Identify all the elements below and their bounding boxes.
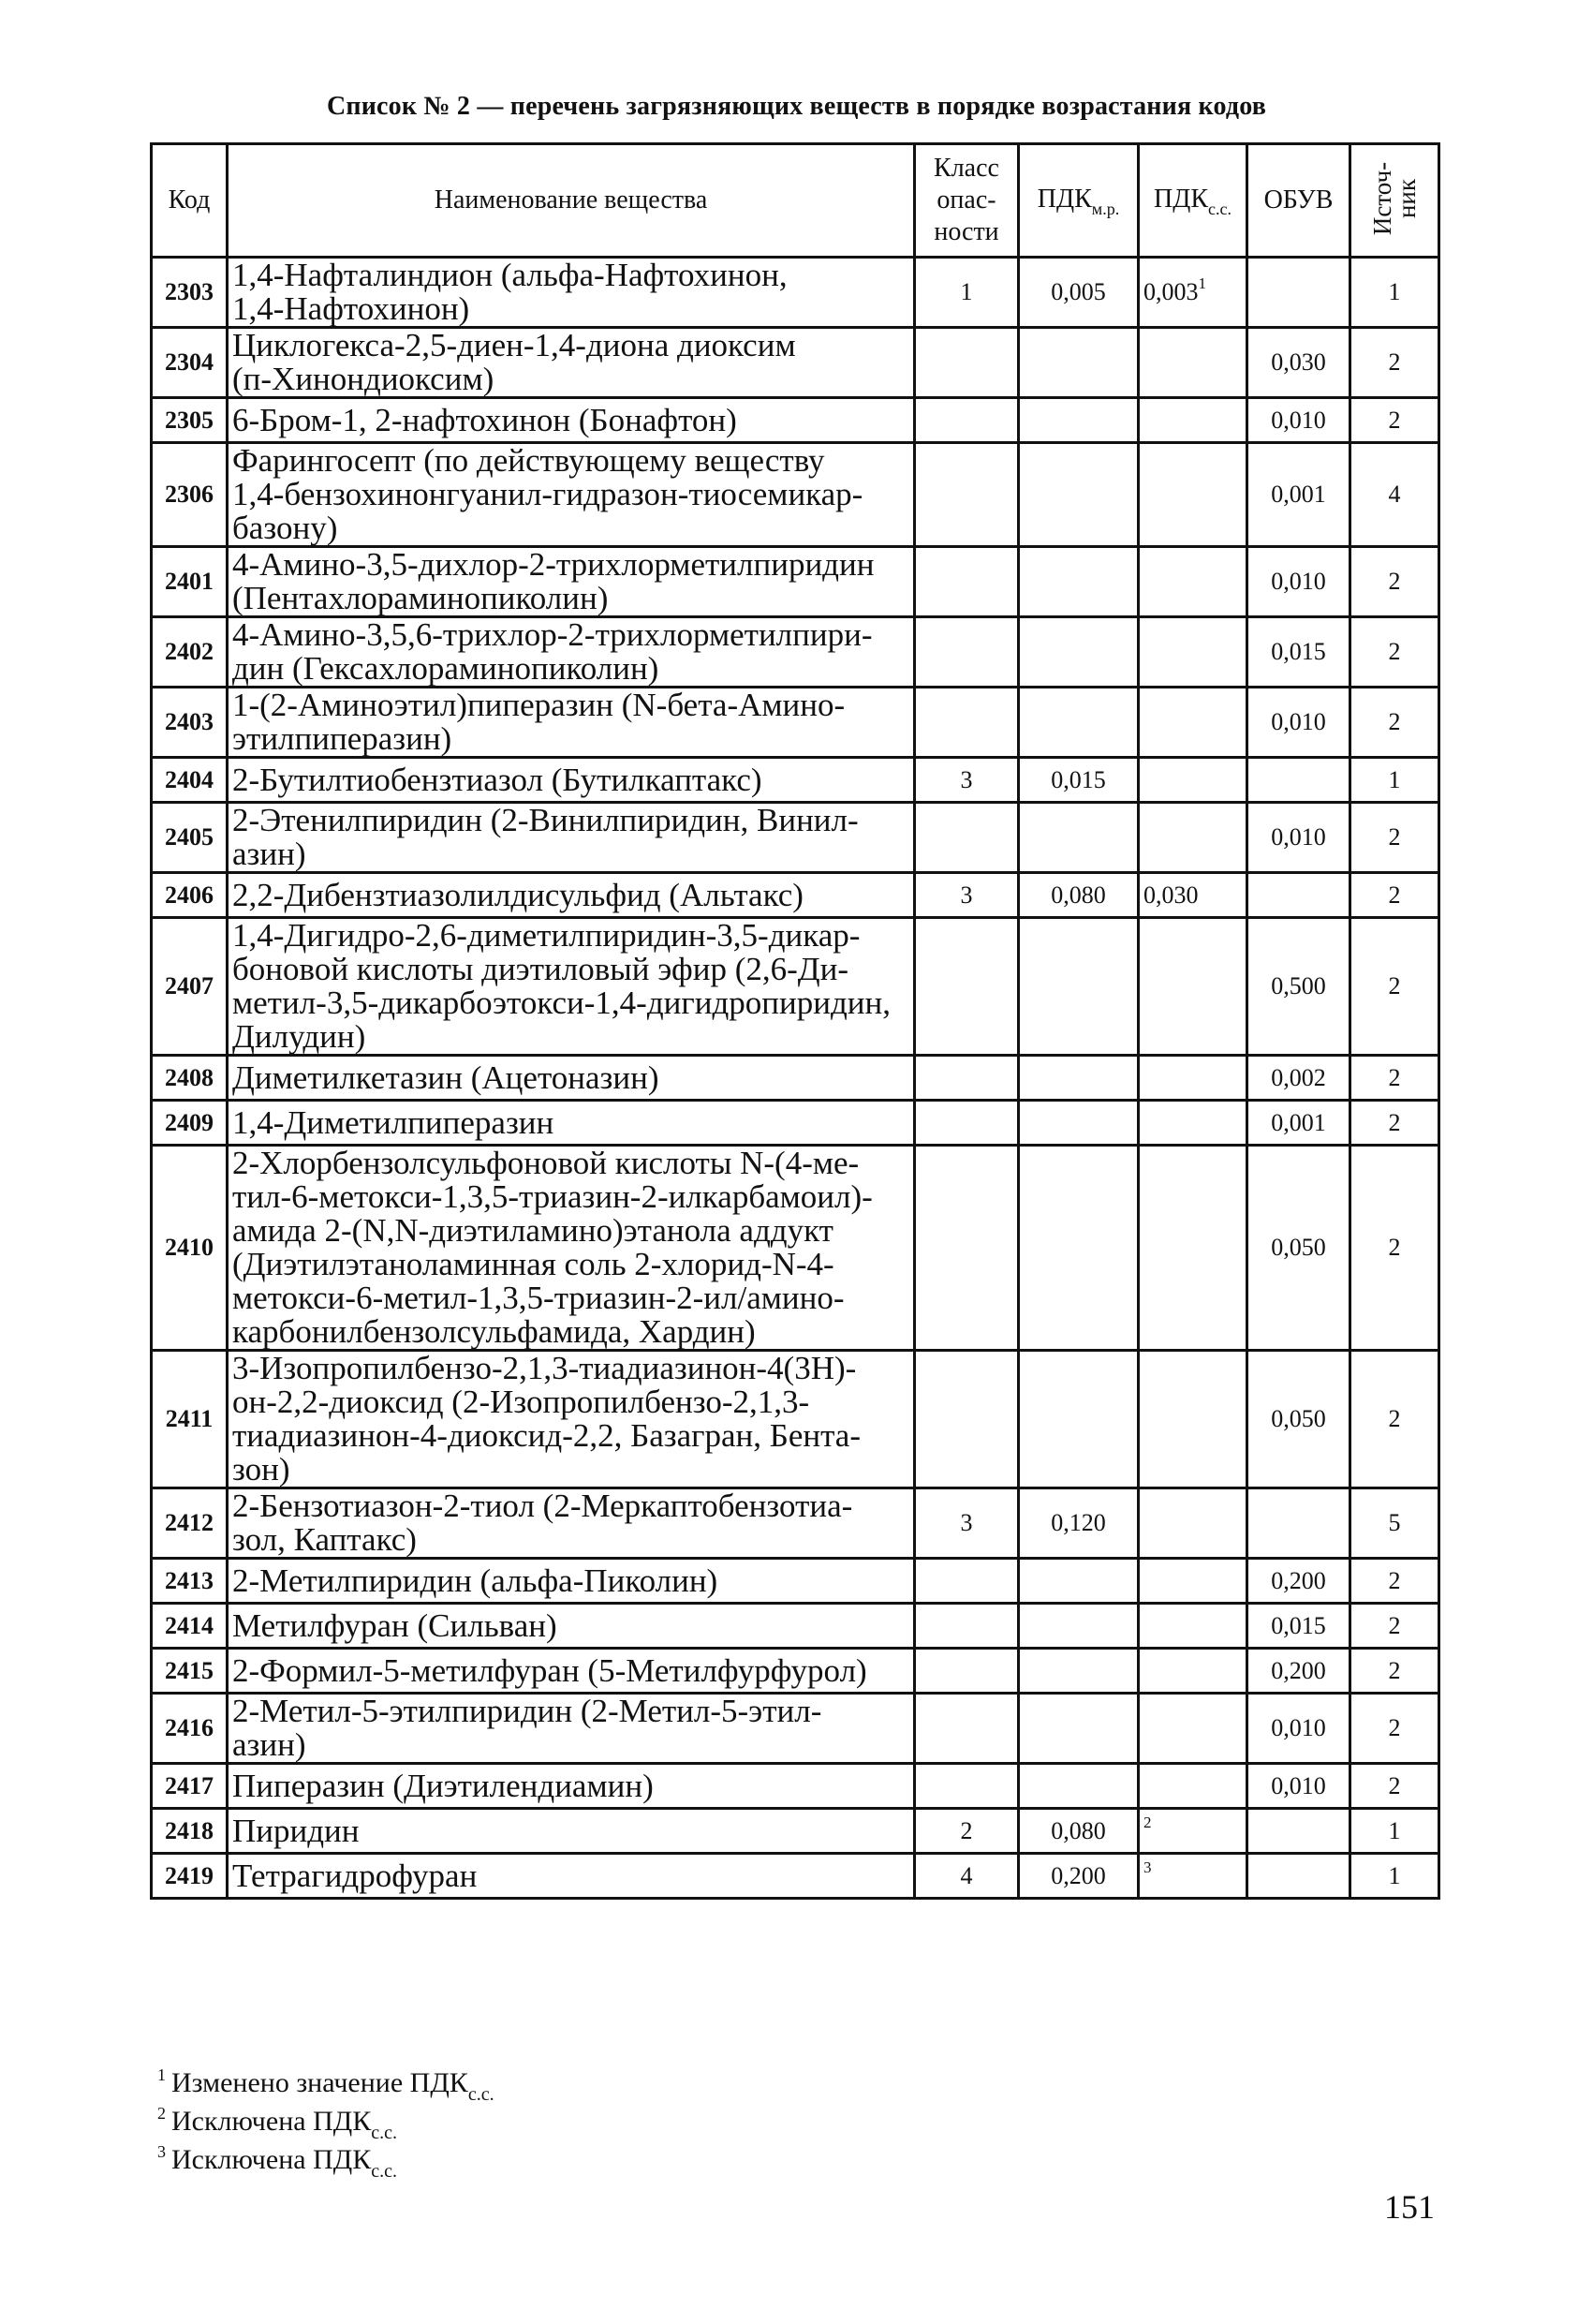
cell-pdk-ss — [1139, 258, 1247, 328]
table-row — [152, 1649, 1439, 1694]
cell-source: 2 — [1350, 398, 1439, 443]
cell-code: 2416 — [152, 1694, 228, 1764]
footnote — [157, 2104, 494, 2142]
footnote-ref: 3 — [1143, 1858, 1152, 1876]
cell-name-line: 2-Этенилпиридин (2-Винилпиридин, Винил- — [232, 802, 859, 838]
cell-name-line: азин) — [232, 1726, 306, 1763]
table-row — [152, 918, 1439, 1056]
cell-name-line: карбонилбензолсульфамида, Хардин) — [232, 1313, 756, 1350]
cell-name-line: Фарингосепт (по действующему веществу — [232, 442, 825, 479]
cell-name-line: зол, Каптакс) — [232, 1521, 417, 1558]
table-row — [152, 803, 1439, 873]
cell-name-line: метокси-6-метил-1,3,5-триазин-2-ил/амино- — [232, 1280, 845, 1316]
cell-obuv: 0,001 — [1247, 443, 1350, 547]
header-hazard-class-line: ности — [934, 217, 999, 246]
cell-name-line: 2-Метил-5-этилпиридин (2-Метил-5-этил- — [232, 1693, 822, 1729]
cell-name — [228, 443, 915, 547]
cell-hazard-class — [915, 803, 1019, 873]
cell-obuv: 0,015 — [1247, 1604, 1350, 1649]
cell-source: 2 — [1350, 328, 1439, 398]
cell-name-line: 1,4-Дигидро-2,6-диметилпиридин-3,5-дикар- — [232, 917, 861, 954]
cell-code: 2406 — [152, 873, 228, 918]
cell-hazard-class: 1 — [915, 258, 1019, 328]
cell-source: 2 — [1350, 873, 1439, 918]
table-row — [152, 547, 1439, 617]
cell-name-line: базону) — [232, 510, 338, 546]
page-title: Список № 2 — перечень загрязняющих веществ в порядке возрастания кодов — [326, 92, 1267, 121]
cell-hazard-class — [915, 1351, 1019, 1488]
table-row — [152, 1101, 1439, 1146]
table-row — [152, 688, 1439, 758]
cell-code: 2409 — [152, 1101, 228, 1146]
cell-hazard-class — [915, 1146, 1019, 1351]
cell-pdk-ss — [1139, 873, 1247, 918]
header-pdk-ss — [1139, 144, 1247, 258]
footnote-sub: с.с. — [371, 2123, 397, 2143]
cell-code: 2306 — [152, 443, 228, 547]
cell-name — [228, 547, 915, 617]
cell-pdk-ss — [1139, 443, 1247, 547]
cell-pdk-ss — [1139, 758, 1247, 803]
cell-name — [228, 873, 915, 918]
cell-name-line: Тетрагидрофуран — [232, 1857, 478, 1894]
header-hazard-class-line: опас- — [937, 185, 996, 215]
cell-code: 2404 — [152, 758, 228, 803]
table-row — [152, 1694, 1439, 1764]
cell-name — [228, 688, 915, 758]
cell-code: 2407 — [152, 918, 228, 1056]
footnote-text: Исключена ПДК — [171, 2106, 372, 2137]
cell-source: 2 — [1350, 547, 1439, 617]
cell-source: 1 — [1350, 1854, 1439, 1899]
cell-name-line: 2-Формил-5-метилфуран (5-Метилфурфурол) — [232, 1651, 867, 1689]
cell-source: 2 — [1350, 1764, 1439, 1809]
cell-obuv: 0,010 — [1247, 1764, 1350, 1809]
cell-code: 2417 — [152, 1764, 228, 1809]
cell-name-line: Пиперазин (Диэтилендиамин) — [232, 1767, 654, 1804]
cell-pdk-mr — [1019, 1604, 1139, 1649]
cell-pdk-mr — [1019, 398, 1139, 443]
cell-obuv: 0,050 — [1247, 1351, 1350, 1488]
cell-source: 2 — [1350, 1101, 1439, 1146]
cell-name-line: 2-Бутилтиобензтиазол (Бутилкаптакс) — [232, 761, 762, 798]
cell-obuv: 0,010 — [1247, 398, 1350, 443]
cell-code: 2304 — [152, 328, 228, 398]
cell-source: 2 — [1350, 918, 1439, 1056]
header-pdk-mr-main: ПДК — [1037, 185, 1092, 214]
cell-obuv: 0,200 — [1247, 1649, 1350, 1694]
cell-pdk-ss — [1139, 547, 1247, 617]
cell-name — [228, 1694, 915, 1764]
cell-name-line: 6-Бром-1, 2-нафтохинон (Бонафтон) — [232, 401, 737, 438]
cell-pdk-ss — [1139, 1854, 1247, 1899]
cell-obuv: 0,050 — [1247, 1146, 1350, 1351]
cell-hazard-class: 3 — [915, 758, 1019, 803]
cell-hazard-class — [915, 1694, 1019, 1764]
footnote-mark: 2 — [157, 2104, 166, 2123]
cell-hazard-class — [915, 688, 1019, 758]
cell-pdk-mr — [1019, 1694, 1139, 1764]
cell-pdk-mr — [1019, 617, 1139, 688]
cell-name — [228, 1056, 915, 1101]
cell-code: 2405 — [152, 803, 228, 873]
cell-name-line: он-2,2-диоксид (2-Изопропилбензо-2,1,3- — [232, 1384, 810, 1420]
cell-name — [228, 258, 915, 328]
cell-name — [228, 1649, 915, 1694]
cell-hazard-class: 3 — [915, 1488, 1019, 1559]
cell-source: 2 — [1350, 1056, 1439, 1101]
footnote-text: Исключена ПДК — [171, 2144, 372, 2175]
cell-name — [228, 918, 915, 1056]
header-name: Наименование вещества — [228, 144, 915, 258]
header-pdk-mr — [1019, 144, 1139, 258]
cell-obuv: 0,500 — [1247, 918, 1350, 1056]
header-pdk-ss-sub: с.с. — [1208, 200, 1232, 218]
cell-name-line: метил-3,5-дикарбоэтокси-1,4-дигидропиридин, — [232, 984, 891, 1021]
cell-code: 2305 — [152, 398, 228, 443]
cell-source: 2 — [1350, 617, 1439, 688]
footnote — [157, 2142, 494, 2181]
cell-pdk-ss — [1139, 1809, 1247, 1854]
cell-pdk-mr — [1019, 1056, 1139, 1101]
cell-code: 2410 — [152, 1146, 228, 1351]
cell-hazard-class — [915, 443, 1019, 547]
table-row — [152, 328, 1439, 398]
cell-name — [228, 1854, 915, 1899]
cell-obuv: 0,200 — [1247, 1559, 1350, 1604]
table-row — [152, 1854, 1439, 1899]
cell-pdk-ss — [1139, 1101, 1247, 1146]
cell-source: 2 — [1350, 1694, 1439, 1764]
cell-name-line: 1,4-Диметилпиперазин — [232, 1103, 554, 1141]
table-row — [152, 443, 1439, 547]
footnote-sub: с.с. — [467, 2084, 494, 2105]
cell-code: 2408 — [152, 1056, 228, 1101]
cell-pdk-ss — [1139, 803, 1247, 873]
cell-pdk-ss — [1139, 617, 1247, 688]
cell-name-line: амида 2-(N,N-диэтиламино)этанола аддукт — [232, 1212, 833, 1249]
cell-hazard-class: 3 — [915, 873, 1019, 918]
cell-obuv: 0,010 — [1247, 803, 1350, 873]
cell-name-line: 4-Амино-3,5-дихлор-2-трихлорметилпиридин — [232, 546, 875, 583]
cell-pdk-mr: 0,200 — [1019, 1854, 1139, 1899]
cell-pdk-mr — [1019, 443, 1139, 547]
cell-hazard-class — [915, 1559, 1019, 1604]
cell-hazard-class: 2 — [915, 1809, 1019, 1854]
cell-pdk-ss — [1139, 1694, 1247, 1764]
table-row — [152, 873, 1439, 918]
cell-hazard-class — [915, 1056, 1019, 1101]
cell-obuv: 0,001 — [1247, 1101, 1350, 1146]
footnote — [157, 2065, 494, 2104]
cell-name-line: тил-6-метокси-1,3,5-триазин-2-илкарбамоил)- — [232, 1178, 873, 1215]
cell-source: 2 — [1350, 1649, 1439, 1694]
cell-code: 2412 — [152, 1488, 228, 1559]
cell-name — [228, 1146, 915, 1351]
cell-name — [228, 398, 915, 443]
cell-hazard-class — [915, 617, 1019, 688]
cell-source: 1 — [1350, 758, 1439, 803]
cell-pdk-ss — [1139, 918, 1247, 1056]
cell-obuv: 0,010 — [1247, 688, 1350, 758]
cell-code: 2414 — [152, 1604, 228, 1649]
cell-name — [228, 1559, 915, 1604]
cell-obuv: 0,015 — [1247, 617, 1350, 688]
cell-name-line: 2-Хлорбензолсульфоновой кислоты N-(4-ме- — [232, 1145, 860, 1181]
cell-name — [228, 617, 915, 688]
header-pdk-ss-main: ПДК — [1154, 185, 1208, 214]
cell-hazard-class — [915, 918, 1019, 1056]
footnotes — [157, 2065, 494, 2181]
cell-name-line: Пиридин — [232, 1812, 360, 1849]
cell-pdk-ss — [1139, 688, 1247, 758]
table-row — [152, 1764, 1439, 1809]
cell-name-line: дин (Гексахлораминопиколин) — [232, 650, 659, 687]
footnote-sub: с.с. — [371, 2161, 397, 2182]
cell-name-line: (п-Хинондиоксим) — [232, 361, 494, 397]
footnote-mark: 3 — [157, 2142, 166, 2161]
cell-pdk-ss — [1139, 1488, 1247, 1559]
cell-name-line: (Пентахлораминопиколин) — [232, 580, 609, 616]
cell-source: 2 — [1350, 1351, 1439, 1488]
cell-pdk-mr — [1019, 688, 1139, 758]
cell-pdk-ss — [1139, 398, 1247, 443]
page-number: 151 — [1384, 2188, 1435, 2226]
cell-code: 2411 — [152, 1351, 228, 1488]
cell-hazard-class — [915, 1764, 1019, 1809]
cell-obuv — [1247, 258, 1350, 328]
cell-source: 2 — [1350, 688, 1439, 758]
cell-name-line: (Диэтилэтаноламинная соль 2-хлорид-N-4- — [232, 1246, 834, 1282]
table-row — [152, 1604, 1439, 1649]
header-source — [1350, 144, 1439, 258]
table-row — [152, 758, 1439, 803]
cell-name-line: Метилфуран (Сильван) — [232, 1606, 557, 1644]
cell-pdk-mr — [1019, 1559, 1139, 1604]
cell-obuv: 0,010 — [1247, 547, 1350, 617]
cell-source: 2 — [1350, 1146, 1439, 1351]
cell-name-line: тиадиазинон-4-диоксид-2,2, Базагран, Бента- — [232, 1417, 861, 1454]
cell-name — [228, 1101, 915, 1146]
table-body — [152, 258, 1439, 1899]
cell-code: 2403 — [152, 688, 228, 758]
table-header-row — [152, 144, 1439, 258]
cell-name-line: боновой кислоты диэтиловый эфир (2,6-Ди- — [232, 951, 849, 987]
cell-pdk-mr — [1019, 328, 1139, 398]
cell-pdk-mr: 0,005 — [1019, 258, 1139, 328]
cell-pdk-mr: 0,120 — [1019, 1488, 1139, 1559]
cell-name-line: этилпиперазин) — [232, 720, 452, 757]
cell-pdk-mr — [1019, 1146, 1139, 1351]
substances-table — [150, 142, 1440, 1900]
cell-code: 2401 — [152, 547, 228, 617]
cell-code: 2402 — [152, 617, 228, 688]
cell-name-line: зон) — [232, 1451, 290, 1488]
header-source-vertical — [1370, 161, 1419, 234]
cell-obuv — [1247, 1854, 1350, 1899]
cell-source: 2 — [1350, 803, 1439, 873]
cell-name — [228, 1351, 915, 1488]
header-hazard-class — [915, 144, 1019, 258]
cell-name-line: 4-Амино-3,5,6-трихлор-2-трихлорметилпири- — [232, 616, 873, 653]
cell-pdk-mr — [1019, 1649, 1139, 1694]
cell-pdk-mr — [1019, 1351, 1139, 1488]
cell-obuv — [1247, 758, 1350, 803]
cell-pdk-ss — [1139, 1056, 1247, 1101]
cell-obuv — [1247, 873, 1350, 918]
cell-source: 1 — [1350, 1809, 1439, 1854]
cell-obuv: 0,030 — [1247, 328, 1350, 398]
cell-pdk-mr: 0,080 — [1019, 1809, 1139, 1854]
cell-source: 2 — [1350, 1559, 1439, 1604]
cell-pdk-ss — [1139, 1351, 1247, 1488]
cell-source: 4 — [1350, 443, 1439, 547]
cell-name — [228, 1604, 915, 1649]
header-source-line: ник — [1393, 178, 1421, 218]
cell-pdk-mr: 0,015 — [1019, 758, 1139, 803]
cell-code: 2415 — [152, 1649, 228, 1694]
table-row — [152, 1146, 1439, 1351]
table-row — [152, 1056, 1439, 1101]
cell-pdk-ss — [1139, 1604, 1247, 1649]
cell-name-line: 1,4-Нафталиндион (альфа-Нафтохинон, — [232, 257, 788, 293]
cell-name-line: Дилудин) — [232, 1018, 366, 1055]
cell-hazard-class: 4 — [915, 1854, 1019, 1899]
header-hazard-class-line: Класс — [934, 154, 999, 183]
footnote-mark: 1 — [157, 2065, 166, 2084]
cell-hazard-class — [915, 547, 1019, 617]
cell-pdk-ss — [1139, 1649, 1247, 1694]
cell-code: 2303 — [152, 258, 228, 328]
footnote-ref: 1 — [1198, 274, 1206, 292]
cell-name-line: Циклогекса-2,5-диен-1,4-диона диоксим — [232, 327, 796, 363]
cell-name — [228, 758, 915, 803]
cell-pdk-ss — [1139, 1764, 1247, 1809]
cell-source: 5 — [1350, 1488, 1439, 1559]
cell-obuv — [1247, 1488, 1350, 1559]
cell-pdk-mr — [1019, 803, 1139, 873]
cell-name — [228, 1764, 915, 1809]
cell-name — [228, 1809, 915, 1854]
cell-code: 2419 — [152, 1854, 228, 1899]
cell-pdk-mr — [1019, 547, 1139, 617]
cell-pdk-mr: 0,080 — [1019, 873, 1139, 918]
cell-name-line: 3-Изопропилбензо-2,1,3-тиадиазинон-4(3Н)- — [232, 1350, 857, 1386]
cell-source: 1 — [1350, 258, 1439, 328]
cell-name-line: 1-(2-Аминоэтил)пиперазин (N-бета-Амино- — [232, 687, 846, 723]
footnote-text: Изменено значение ПДК — [171, 2067, 468, 2098]
cell-name-line: 1,4-Нафтохинон) — [232, 290, 470, 327]
cell-code: 2413 — [152, 1559, 228, 1604]
cell-name-line: Диметилкетазин (Ацетоназин) — [232, 1058, 659, 1096]
table-row — [152, 1488, 1439, 1559]
table-row — [152, 258, 1439, 328]
cell-hazard-class — [915, 398, 1019, 443]
cell-name — [228, 803, 915, 873]
cell-name-line: 2-Метилпиридин (альфа-Пиколин) — [232, 1562, 718, 1599]
cell-name-line: 1,4-бензохинонгуанил-гидразон-тиосемикар- — [232, 476, 863, 512]
cell-name-line: 2,2-Дибензтиазолилдисульфид (Альтакс) — [232, 876, 804, 913]
table-row — [152, 1559, 1439, 1604]
header-obuv: ОБУВ — [1247, 144, 1350, 258]
cell-obuv — [1247, 1809, 1350, 1854]
header-code: Код — [152, 144, 228, 258]
cell-hazard-class — [915, 328, 1019, 398]
footnote-ref: 2 — [1143, 1813, 1152, 1831]
cell-name — [228, 328, 915, 398]
cell-hazard-class — [915, 1604, 1019, 1649]
cell-obuv: 0,002 — [1247, 1056, 1350, 1101]
cell-pdk-mr — [1019, 918, 1139, 1056]
header-pdk-mr-sub: м.р. — [1091, 200, 1120, 218]
cell-code: 2418 — [152, 1809, 228, 1854]
cell-pdk-mr — [1019, 1764, 1139, 1809]
cell-source: 2 — [1350, 1604, 1439, 1649]
cell-pdk-ss — [1139, 328, 1247, 398]
cell-name — [228, 1488, 915, 1559]
cell-pdk-ss-value: 0,030 — [1143, 881, 1199, 909]
table-row — [152, 398, 1439, 443]
cell-pdk-mr — [1019, 1101, 1139, 1146]
table-row — [152, 617, 1439, 688]
cell-name-line: азин) — [232, 836, 306, 872]
cell-hazard-class — [915, 1101, 1019, 1146]
header-source-line: Источ- — [1368, 161, 1396, 235]
cell-pdk-ss — [1139, 1146, 1247, 1351]
cell-pdk-ss-value: 0,003 — [1143, 278, 1199, 305]
cell-hazard-class — [915, 1649, 1019, 1694]
cell-pdk-ss — [1139, 1559, 1247, 1604]
table-row — [152, 1809, 1439, 1854]
table-row — [152, 1351, 1439, 1488]
cell-name-line: 2-Бензотиазон-2-тиол (2-Меркаптобензотиа- — [232, 1488, 853, 1524]
cell-obuv: 0,010 — [1247, 1694, 1350, 1764]
